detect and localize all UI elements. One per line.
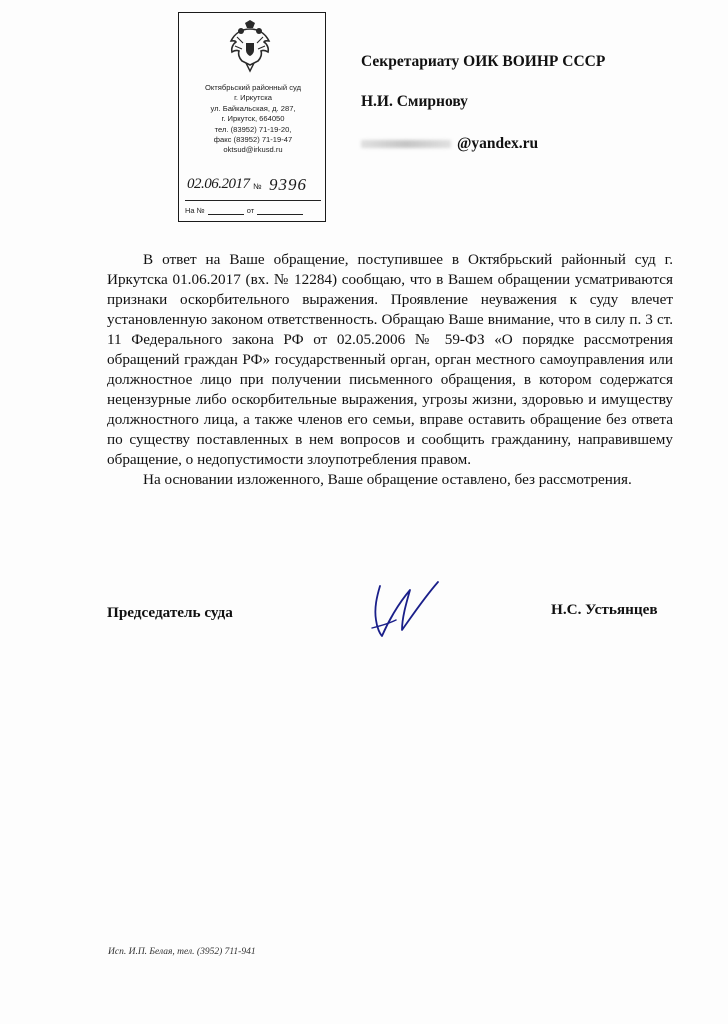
body-paragraph-1: В ответ на Ваше обращение, поступившее в Октябрьский районный суд г. Иркутска 01.06.2017 (вх. № 12284) сообщаю, что в Вашем обращении усматриваются признаки оскорбительного выражения. Проявление неуважения к суду влечет установленную законом ответственность. Обращаю Ваше внимание, что в силу п. 3 ст. 11 Федерального закона РФ от 02.05.2006 № 59-ФЗ «О порядке рассмотрения обращений граждан РФ» государственный орган, орган местного самоуправления или должностное лицо при получении письменного обращения, в котором содержатся нецензурные либо оскорбительные выражения, угрозы жизни, здоровью и имуществу должностного лица, а также членов его семьи, вправе оставить обращение без ответа по существу поставленных в нем вопросов и сообщить гражданину, направившему обращение, о недопустимости злоупотребления правом. xyxy=(107,251,673,468)
body-paragraph-2: На основании изложенного, Ваше обращение оставлено, без рассмотрения. xyxy=(143,471,632,488)
registration-date: 02.06.2017 xyxy=(187,176,250,192)
registration-number-label: № xyxy=(253,182,262,191)
addressee-organization: Секретариату ОИК ВОИНР СССР xyxy=(361,53,606,70)
registration-number: 9396 xyxy=(269,175,307,194)
registration-line xyxy=(185,176,321,201)
in-reply-label: На № xyxy=(185,206,205,215)
court-city-zip: г. Иркутск, 664050 xyxy=(221,114,285,124)
in-reply-line xyxy=(185,206,321,215)
letter-body xyxy=(107,250,673,490)
handwritten-signature xyxy=(366,578,446,640)
from-label: от xyxy=(246,206,255,215)
court-phone: тел. (83952) 71-19-20, xyxy=(214,124,292,134)
addressee-email xyxy=(361,134,538,154)
executor-note: Исп. И.П. Белая, тел. (3952) 711-941 xyxy=(108,947,256,957)
court-stamp xyxy=(178,12,326,222)
court-fax: факс (83952) 71-19-47 xyxy=(213,135,293,145)
addressee-email-domain: @yandex.ru xyxy=(457,135,539,152)
court-city: г. Иркутска xyxy=(234,93,272,103)
redacted-email-user xyxy=(361,140,451,148)
court-email: oktsud@irkusd.ru xyxy=(223,145,283,155)
signatory-role: Председатель суда xyxy=(107,604,233,621)
signatory-name: Н.С. Устьянцев xyxy=(551,601,658,618)
addressee-person: Н.И. Смирнову xyxy=(361,93,468,110)
court-street: ул. Байкальская, д. 287, xyxy=(210,103,296,113)
coat-of-arms-icon xyxy=(227,19,273,73)
court-address-block xyxy=(183,83,323,156)
court-name: Октябрьский районный суд xyxy=(204,83,302,92)
